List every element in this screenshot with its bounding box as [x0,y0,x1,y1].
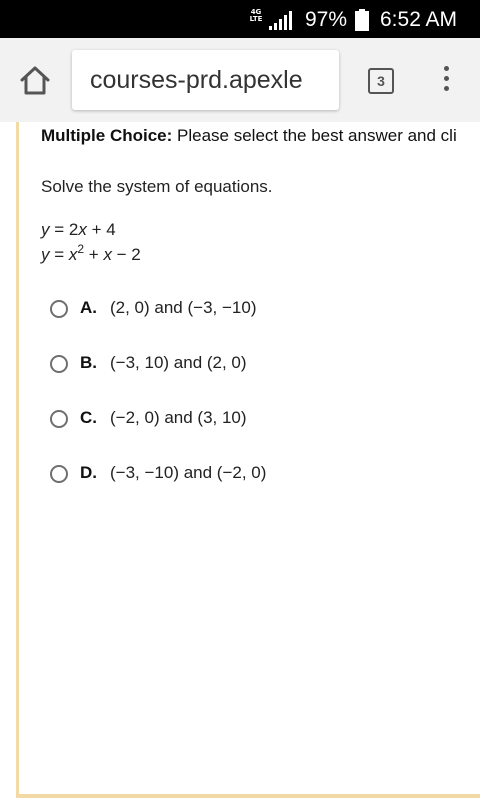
option-letter: B. [80,353,97,372]
equation-1 [41,220,116,240]
equation-1-rest: + 4 [86,220,116,239]
option-letter: A. [80,298,97,317]
radio-button-c[interactable] [50,410,68,428]
radio-button-b[interactable] [50,355,68,373]
option-letter: D. [80,463,97,482]
question-text: Solve the system of equations. [41,177,273,196]
equation-2-var: y [41,245,50,264]
equation-2-x2: x [103,245,112,264]
home-icon[interactable] [18,63,52,97]
address-bar[interactable] [72,50,339,110]
page-content [0,122,480,800]
clock: 6:52 AM [380,8,458,31]
equation-2 [41,242,141,265]
signal-strength-icon [268,11,292,31]
equation-1-eq: = 2 [49,220,79,239]
radio-button-a[interactable] [50,300,68,318]
option-b[interactable] [50,353,450,377]
equation-2-exponent: 2 [77,242,85,256]
tab-count: 3 [377,73,385,89]
option-d[interactable] [50,463,450,487]
equation-2-x: x [68,245,78,264]
option-c[interactable] [50,408,450,432]
option-a[interactable] [50,298,450,322]
option-letter: C. [80,408,97,427]
option-text[interactable]: (−3, 10) and (2, 0) [110,353,247,372]
option-text[interactable]: (2, 0) and (−3, −10) [110,298,257,317]
option-text[interactable]: (−2, 0) and (3, 10) [110,408,247,427]
battery-icon [355,9,369,31]
network-type-indicator [249,9,263,31]
network-type-top: 4G [250,8,262,16]
option-text[interactable]: (−3, −10) and (−2, 0) [110,463,267,482]
more-vert-icon[interactable] [436,66,456,94]
equation-2-rest: − 2 [111,245,141,264]
instructions-label: Multiple Choice: [41,126,173,145]
instructions-text: Please select the best answer and cli [172,126,457,145]
equation-2-eq: = [49,245,69,264]
browser-toolbar [0,38,480,122]
battery-percentage: 97% [305,8,348,31]
equation-1-var: y [41,220,50,239]
tabs-icon[interactable] [368,68,394,94]
status-bar [0,0,480,38]
radio-button-d[interactable] [50,465,68,483]
equation-1-x: x [78,220,87,239]
equation-2-plus: + [84,245,104,264]
url-text[interactable]: courses-prd.apexle [90,66,303,94]
instructions [41,126,457,146]
network-type-bottom: LTE [249,15,263,23]
frame-border-bottom [16,794,480,798]
frame-border-left [16,122,19,794]
